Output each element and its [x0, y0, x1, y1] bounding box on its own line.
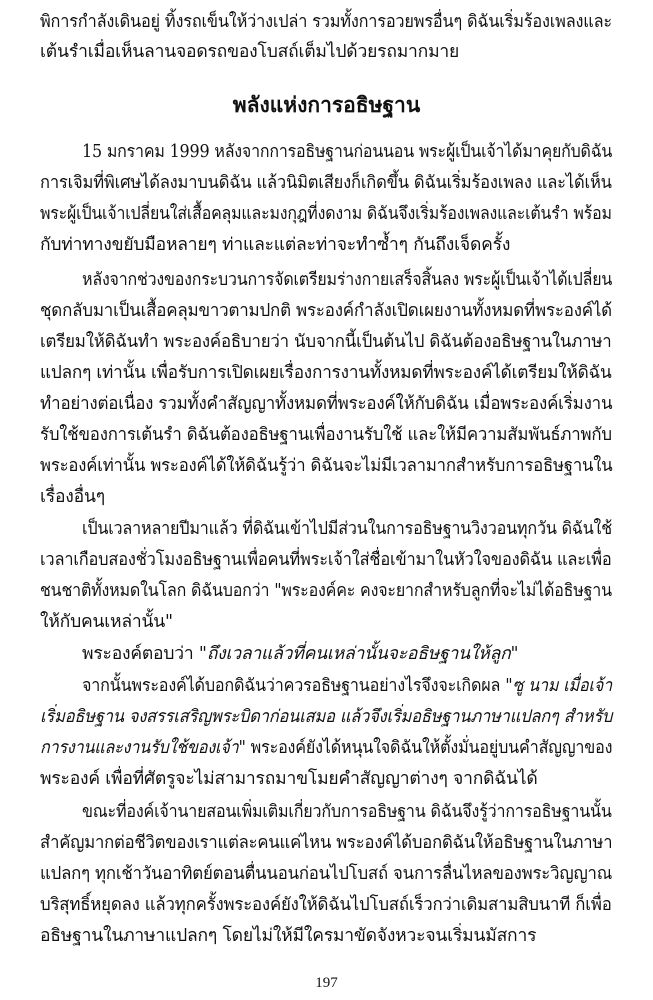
- p2-line-7: พระองค์เท่านั้น พระองค์ได้ให้ดิฉันรู้ว่า ดิฉันจะไม่มีเวลามากสำหรับการอธิษฐานใน: [40, 456, 613, 476]
- p3-line-2: เวลาเกือบสองชั่วโมงอธิษฐานเพื่อคนที่พระเจ้าใส่ชื่อเข้ามาในหัวใจของดิฉัน และเพื่อ: [40, 550, 612, 570]
- page-number: 197: [315, 975, 338, 991]
- p5-line-1-quote: "ซู นาม เมื่อเจ้า: [505, 676, 613, 696]
- p5-line-2: เริ่มอธิษฐาน จงสรรเสริญพระบิดาก่อนเสมอ แล้วจึงเริ่มอธิษฐานภาษาแปลกๆ สำหรับ: [40, 707, 613, 727]
- p6-line-5: อธิษฐานในภาษาแปลกๆ โดยไม่ให้มีใครมาขัดจังหวะจนเริ่มนมัสการ: [40, 926, 537, 946]
- p2-line-5: ทำอย่างต่อเนื่อง รวมทั้งคำสัญญาทั้งหมดที่พระองค์ให้กับดิฉัน เมื่อพระองค์เริ่มงาน: [40, 394, 613, 414]
- p5-line-4: พระองค์ เพื่อที่ศัตรูจะไม่สามารถมาขโมยคำสัญญาต่างๆ จากดิฉันได้: [40, 769, 538, 789]
- p5-line-3-quote: การงานและงานรับใช้ของเจ้า": [40, 738, 246, 758]
- p5-line-3-text: พระองค์ยังได้หนุนใจดิฉันให้ตั้งมั่นอยู่บนคำสัญญาของ: [245, 738, 613, 758]
- p5-line-1: [82, 674, 612, 698]
- p1-line-4: กับท่าทางขยับมือหลายๆ ท่าและแต่ละท่าจะทำซ้ำๆ กันถึงเจ็ดครั้ง: [40, 235, 511, 255]
- p5-line-3: [40, 736, 612, 760]
- p1-line-2: การเจิมที่พิเศษได้ลงมาบนดิฉัน แล้วนิมิตเสียงก็เกิดขึ้น ดิฉันเริ่มร้องเพลง และได้เห็น: [40, 173, 612, 193]
- p1-line-1: 15 มกราคม 1999 หลังจากการอธิษฐานก่อนนอน พระผู้เป็นเจ้าได้มาคุยกับดิฉัน: [82, 142, 613, 162]
- p2-line-3: เตรียมให้ดิฉันทำ พระองค์อธิบายว่า นับจากนี้เป็นต้นไป ดิฉันต้องอธิษฐานในภาษา: [40, 332, 612, 352]
- p3-line-3: ชนชาติทั้งหมดในโลก ดิฉันบอกว่า "พระองค์คะ คงจะยากสำหรับลูกที่จะไม่ได้อธิษฐาน: [40, 581, 612, 601]
- p6-line-4: บริสุทธิ์หยุดลง แล้วทุกครั้งพระองค์ยังให้ดิฉันไปโบสถ์เร็วกว่าเดิมสามสิบนาที ก็เพื่อ: [40, 895, 612, 915]
- p5-line-1-text: จากนั้นพระองค์ได้บอกดิฉันว่าควรอธิษฐานอย่างไรจึงจะเกิดผล: [82, 676, 506, 696]
- p6-line-2: สำคัญมากต่อชีวิตของเราแต่ละคนแค่ไหน พระองค์ได้บอกดิฉันให้อธิษฐานในภาษา: [40, 833, 613, 853]
- intro-line-1: พิการกำลังเดินอยู่ ทิ้งรถเข็นให้ว่างเปล่า รวมทั้งการอวยพรอื่นๆ ดิฉันเริ่มร้องเพลงและ: [40, 12, 612, 32]
- p6-line-3: แปลกๆ ทุกเช้าวันอาทิตย์ตอนตื่นนอนก่อนไปโบสถ์ จนการลื่นไหลของพระวิญญาณ: [40, 864, 613, 884]
- section-title: พลังแห่งการอธิษฐาน: [232, 93, 421, 117]
- p3-line-1: เป็นเวลาหลายปีมาแล้ว ที่ดิฉันเข้าไปมีส่วนในการอธิษฐานวิงวอนทุกวัน ดิฉันใช้: [82, 519, 612, 539]
- p2-line-4: แปลกๆ เท่านั้น เพื่อรับการเปิดเผยเรื่องการงานทั้งหมดที่พระองค์ได้เตรียมให้ดิฉัน: [40, 363, 612, 383]
- p6-line-1: ขณะที่องค์เจ้านายสอนเพิ่มเติมเกี่ยวกับการอธิษฐาน ดิฉันจึงรู้ว่าการอธิษฐานนั้น: [82, 802, 612, 822]
- p2-line-8: เรื่องอื่นๆ: [40, 487, 105, 507]
- p2-line-6: รับใช้ของการเต้นรำ ดิฉันต้องอธิษฐานเพื่องานรับใช้ และให้มีความสัมพันธ์ภาพกับ: [40, 425, 612, 445]
- p1-line-3: พระผู้เป็นเจ้าเปลี่ยนใส่เสื้อคลุมและมงกุฎที่งดงาม ดิฉันจึงเริ่มร้องเพลงและเต้นรำ พร้อม: [40, 204, 612, 224]
- p4-line: [82, 642, 518, 666]
- p4-quote-text: "ถึงเวลาแล้วที่คนเหล่านั้นจะอธิษฐานให้ลูก": [198, 644, 519, 664]
- p3-line-4: ให้กับคนเหล่านั้น": [40, 612, 173, 632]
- p4-lead-text: พระองค์ตอบว่า: [82, 644, 199, 664]
- p2-line-1: หลังจากช่วงของกระบวนการจัดเตรียมร่างกายเสร็จสิ้นลง พระผู้เป็นเจ้าได้เปลี่ยน: [82, 270, 613, 290]
- intro-line-2: เต้นรำเมื่อเห็นลานจอดรถของโบสถ์เต็มไปด้วยรถมากมาย: [40, 42, 460, 62]
- p2-line-2: ชุดกลับมาเป็นเสื้อคลุมขาวตามปกติ พระองค์กำลังเปิดเผยงานทั้งหมดที่พระองค์ได้: [40, 301, 612, 321]
